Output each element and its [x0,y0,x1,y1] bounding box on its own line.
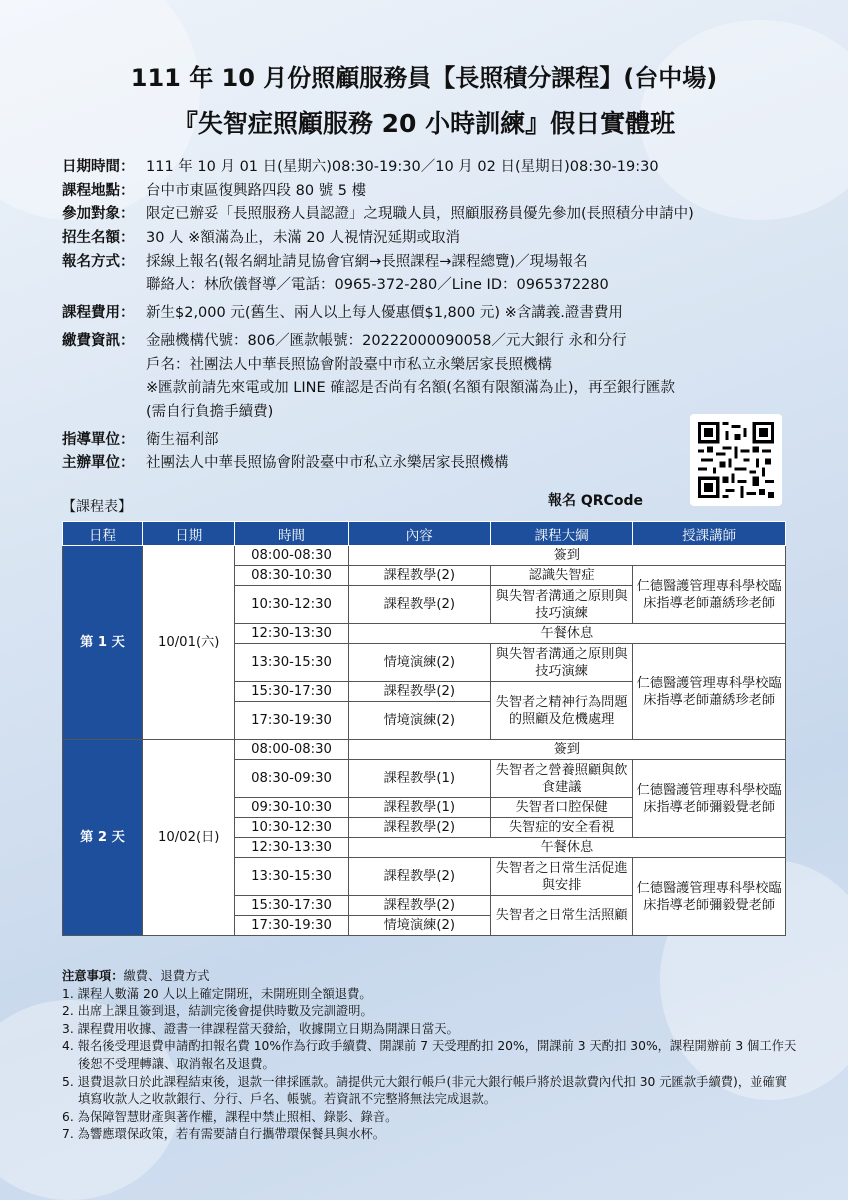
list-item: 1. 課程人數滿 20 人以上確定開班，未開班則全額退費。 [62,986,372,1001]
info-row-account-name: 戶名：社團法人中華長照協會附設臺中市私立永樂居家長照機構 [146,356,552,373]
table-row: 13:30-15:30 情境演練(2) 與失智者溝通之原則與技巧演練 仁德醫護管理專科學校臨床指導老師蕭綉珍老師 [63,644,786,682]
info-row-payment: 繳費資訊： 金融機構代號：806／匯款帳號：20222000090058／元大銀行 永和分行 [62,332,627,349]
info-row-fee-note: (需自行負擔手續費) [146,403,274,420]
teacher-cell: 仁德醫護管理專科學校臨床指導老師彌毅覺老師 [633,760,786,838]
teacher-cell: 仁德醫護管理專科學校臨床指導老師蕭綉珍老師 [633,566,786,624]
schedule-table [62,521,786,936]
info-row-quota: 招生名額： 30 人 ※額滿為止，未滿 20 人視情況延期或取消 [62,230,460,247]
table-row: 10:30-12:30 課程教學(2) 失智症的安全看視 [63,818,786,838]
info-row-payment-note: ※匯款前請先來電或加 LINE 確認是否尚有名額(名額有限額滿為止)，再至銀行匯款 [146,380,676,397]
list-item: 6. 為保障智慧財產與著作權，課程中禁止照相、錄影、錄音。 [62,1109,398,1124]
table-row: 08:30-10:30 課程教學(2) 認識失智症 仁德醫護管理專科學校臨床指導老師蕭綉珍老師 [63,566,786,586]
table-row: 第 2 天 10/02(日) 08:00-08:30 簽到 [63,740,786,760]
table-row: 13:30-15:30 課程教學(2) 失智者之日常生活促進與安排 仁德醫護管理專科學校臨床指導老師彌毅覺老師 [63,858,786,896]
list-item: 7. 為響應環保政策，若有需要請自行攜帶環保餐具與水杯。 [62,1127,386,1142]
schedule-label: 【課程表】 [62,499,132,515]
title-line-1: 111 年 10 月份照顧服務員【長照積分課程】(台中場) [130,64,718,92]
day-2-date: 10/02(日) [142,740,234,936]
list-item: 5. 退費退款日於此課程結束後，退款一律採匯款。請提供元大銀行帳戶(非元大銀行帳戶將於退款費內代扣 30 元匯款手續費)，並確實填寫收款人之收款銀行、分行、戶名、帳號。若資訊不完整將無法完成退款。 [62,1074,788,1107]
list-item: 4. 報名後受理退費申請酌扣報名費 10%作為行政手續費、開課前 7 天受理酌扣 20%，開課前 3 天酌扣 30%，課程開辦前 3 個工作天後恕不受理轉讓、取消報名及退費。 [62,1039,797,1071]
table-row: 第 1 天 10/01(六) 08:00-08:30 簽到 [63,546,786,566]
header-day: 日程 [63,522,143,546]
title-line-2: 『失智症照顧服務 20 小時訓練』假日實體班 [172,109,676,138]
table-row: 17:30-19:30 情境演練(2) [63,702,786,740]
notes-section [62,968,797,1144]
info-row-date: 日期時間： 111 年 10 月 01 日(星期六)08:30-19:30／10 月 02 日(星期日)08:30-19:30 [62,159,659,175]
header-teacher: 授課講師 [633,522,786,546]
info-row-fee: 課程費用： 新生$2,000 元(舊生、兩人以上每人優惠價$1,800 元) ※含講義.證書費用 [62,305,623,322]
qr-code-label: 報名 QRCode [548,493,643,509]
table-row: 15:30-17:30 課程教學(2) 失智者之精神行為問題的照顧及危機處理 [63,682,786,702]
table-row: 10:30-12:30 課程教學(2) 與失智者溝通之原則與技巧演練 [63,586,786,624]
list-item: 3. 課程費用收據、證書一律課程當天發給，收據開立日期為開課日當天。 [62,1021,459,1036]
notes-title: 注意事項：繳費、退費方式 [62,969,210,983]
info-row-organizer: 主辦單位： 社團法人中華長照協會附設臺中市私立永樂居家長照機構 [62,455,509,472]
info-row-registration: 報名方式： 採線上報名(報名網址請見協會官網→長照課程→課程總覽)／現場報名 [62,253,588,270]
info-row-supervisor: 指導單位： 衛生福利部 [62,431,219,448]
table-row: 08:30-09:30 課程教學(1) 失智者之營養照顧與飲食建議 仁德醫護管理專科學校臨床指導老師彌毅覺老師 [63,760,786,798]
info-row-audience: 參加對象： 限定已辦妥「長照服務人員認證」之現職人員，照顧服務員優先參加(長照積分申請中) [62,206,694,223]
day-1-cell: 第 1 天 [63,546,143,740]
table-row: 12:30-13:30 午餐休息 [63,624,786,644]
table-header-row [63,522,786,546]
qr-code-icon [698,422,774,498]
info-row-location: 課程地點： 台中市東區復興路四段 80 號 5 樓 [62,182,367,199]
day-2-cell: 第 2 天 [63,740,143,936]
header-date: 日期 [142,522,234,546]
table-row: 17:30-19:30 情境演練(2) [63,916,786,936]
teacher-cell: 仁德醫護管理專科學校臨床指導老師蕭綉珍老師 [633,644,786,740]
header-outline: 課程大綱 [490,522,632,546]
registration-qr-code[interactable] [690,414,782,506]
header-time: 時間 [235,522,348,546]
list-item: 2. 出席上課且簽到退，結訓完後會提供時數及完訓證明。 [62,1004,373,1019]
table-row: 12:30-13:30 午餐休息 [63,838,786,858]
table-row: 09:30-10:30 課程教學(1) 失智者口腔保健 [63,798,786,818]
signin-cell: 簽到 [348,740,785,760]
lunch-cell: 午餐休息 [348,624,785,644]
lunch-cell: 午餐休息 [348,838,785,858]
signin-cell: 簽到 [348,546,785,566]
day-1-date: 10/01(六) [142,546,234,740]
teacher-cell: 仁德醫護管理專科學校臨床指導老師彌毅覺老師 [633,858,786,936]
table-row: 15:30-17:30 課程教學(2) 失智者之日常生活照顧 [63,896,786,916]
header-content: 內容 [348,522,490,546]
info-row-contact: 聯絡人：林欣儀督導／電話：0965-372-280／Line ID：0965372280 [146,277,609,294]
